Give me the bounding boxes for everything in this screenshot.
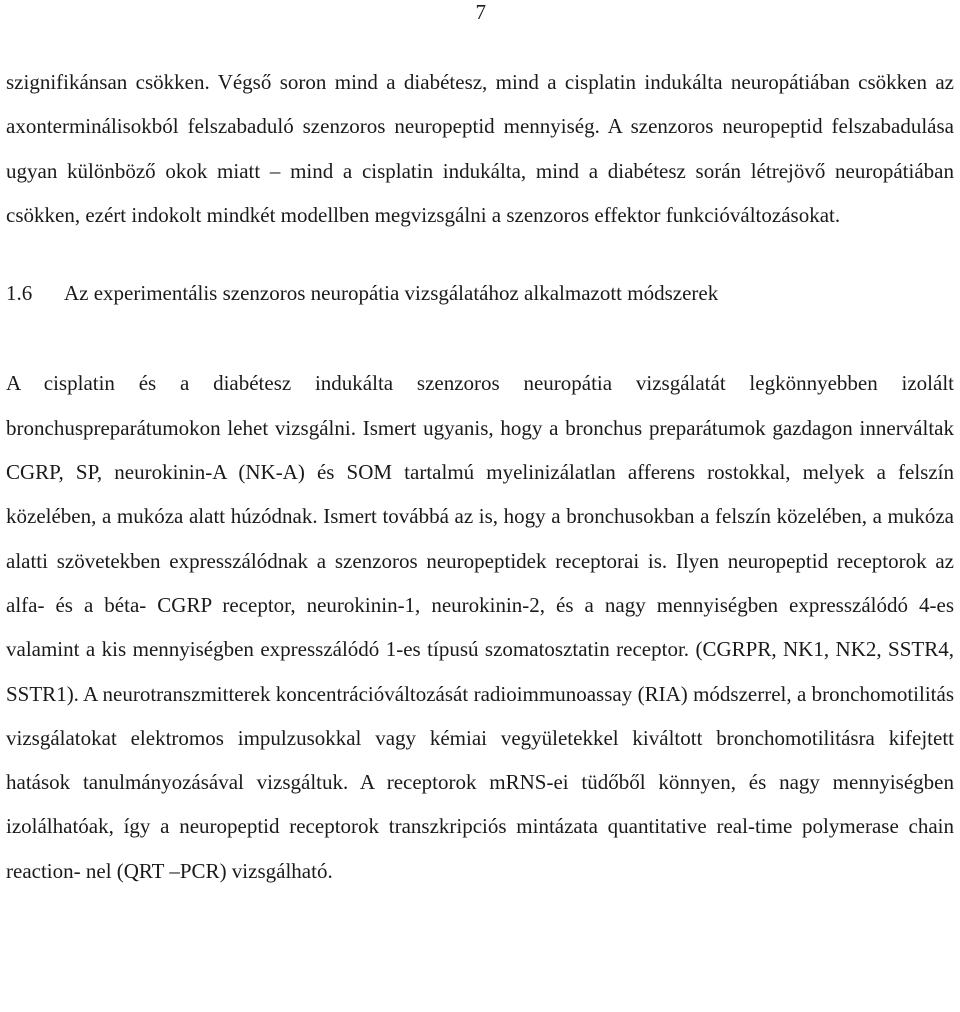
section-heading <box>6 271 954 315</box>
section-title: Az experimentális szenzoros neuropátia vizsgálatához alkalmazott módszerek <box>64 281 719 306</box>
document-page <box>6 60 954 893</box>
section-number: 1.6 <box>6 281 33 306</box>
paragraph-methods: A cisplatin és a diabétesz indukálta szenzoros neuropátia vizsgálatát legkönnyebben izolált bronchuspreparátumokon lehet vizsgálni. Ismert ugyanis, hogy a bronchus preparátumok gazdagon innerváltak CGRP, SP, neurokinin-A (NK-A) és SOM tartalmú myelinizálatlan afferens rostokkal, melyek a felszín közelében, a mukóza alatt húzódnak. Ismert továbbá az is, hogy a bronchusokban a felszín közelében, a mukóza alatti szövetekben expresszálódnak a szenzoros neuropeptidek receptorai is. Ilyen neuropeptid receptorok az alfa- és a béta- CGRP receptor, neurokinin-1, neurokinin-2, és a nagy mennyiségben expresszálódó 4-es valamint a kis mennyiségben expresszálódó 1-es típusú szomatosztatin receptor. (CGRPR, NK1, NK2, SSTR4, SSTR1). A neurotranszmitterek koncentrációváltozását radioimmunoassay (RIA) módszerrel, a bronchomotilitás vizsgálatokat elektromos impulzusokkal vagy kémiai vegyületekkel kiváltott bronchomotilitásra kifejtett hatások tanulmányozásával vizsgáltuk. A receptorok mRNS-ei tüdőből könnyen, és nagy mennyiségben izolálhatóak, így a neuropeptid receptorok transzkripciós mintázata quantitative real-time polymerase chain reaction- nel (QRT –PCR) vizsgálható. <box>6 371 954 883</box>
paragraph-intro: szignifikánsan csökken. Végső soron mind a diabétesz, mind a cisplatin indukálta neuropátiában csökken az axonterminálisokból felszabaduló szenzoros neuropeptid mennyiség. A szenzoros neuropeptid felszabadulása ugyan különböző okok miatt – mind a cisplatin indukálta, mind a diabétesz során létrejövő neuropátiában csökken, ezért indokolt mindkét modellben megvizsgálni a szenzoros effektor funkcióváltozásokat. <box>6 70 954 227</box>
page-number: 7 <box>475 0 486 24</box>
